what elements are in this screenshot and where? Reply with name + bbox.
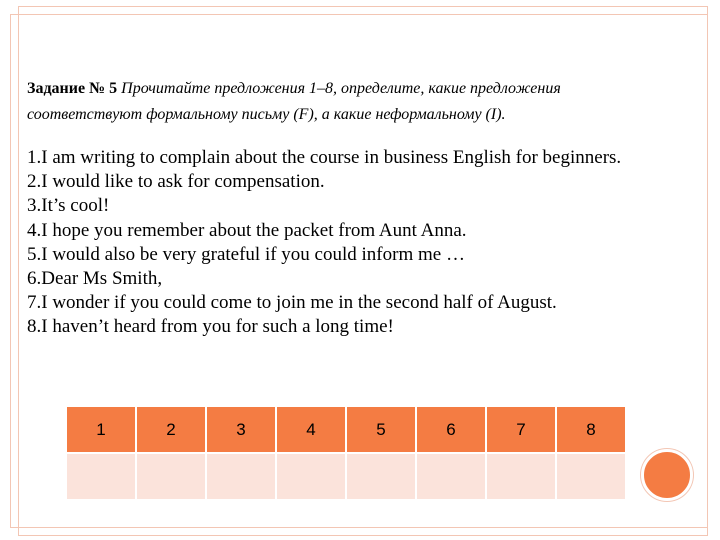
header-cell-6: 6: [416, 406, 486, 453]
sentence-6: 6.Dear Ms Smith,: [27, 268, 163, 290]
answer-cell-6[interactable]: [416, 453, 486, 500]
header-cell-1: 1: [66, 406, 136, 453]
answer-cell-4[interactable]: [276, 453, 346, 500]
answer-cell-3[interactable]: [206, 453, 276, 500]
decorative-circle: [641, 449, 693, 501]
answer-cell-2[interactable]: [136, 453, 206, 500]
task-heading: [27, 76, 667, 128]
sentence-2: 2.I would like to ask for compensation.: [27, 171, 325, 193]
sentence-3: 3.It’s cool!: [27, 195, 110, 217]
answer-cell-7[interactable]: [486, 453, 556, 500]
answer-table-header-row: [66, 406, 626, 453]
task-instruction: Прочитайте предложения 1–8, определите, какие предложения соответствуют формальному письму (F), а какие неформальному (I).: [27, 80, 561, 123]
answer-cell-8[interactable]: [556, 453, 626, 500]
sentence-7: 7.I wonder if you could come to join me in the second half of August.: [27, 292, 557, 314]
header-cell-5: 5: [346, 406, 416, 453]
sentence-4: 4.I hope you remember about the packet from Aunt Anna.: [27, 219, 467, 241]
header-cell-3: 3: [206, 406, 276, 453]
sentence-8: 8.I haven’t heard from you for such a long time!: [27, 316, 394, 338]
task-number: Задание № 5: [27, 80, 118, 97]
answer-cell-1[interactable]: [66, 453, 136, 500]
answer-cell-5[interactable]: [346, 453, 416, 500]
header-cell-8: 8: [556, 406, 626, 453]
sentence-5: 5.I would also be very grateful if you could inform me …: [27, 243, 465, 265]
header-cell-7: 7: [486, 406, 556, 453]
sentence-1: 1.I am writing to complain about the course in business English for beginners.: [27, 147, 622, 168]
sentence-list: [27, 146, 687, 340]
header-cell-2: 2: [136, 406, 206, 453]
header-cell-4: 4: [276, 406, 346, 453]
answer-table-answer-row: [66, 453, 626, 500]
answer-table: [65, 405, 627, 501]
